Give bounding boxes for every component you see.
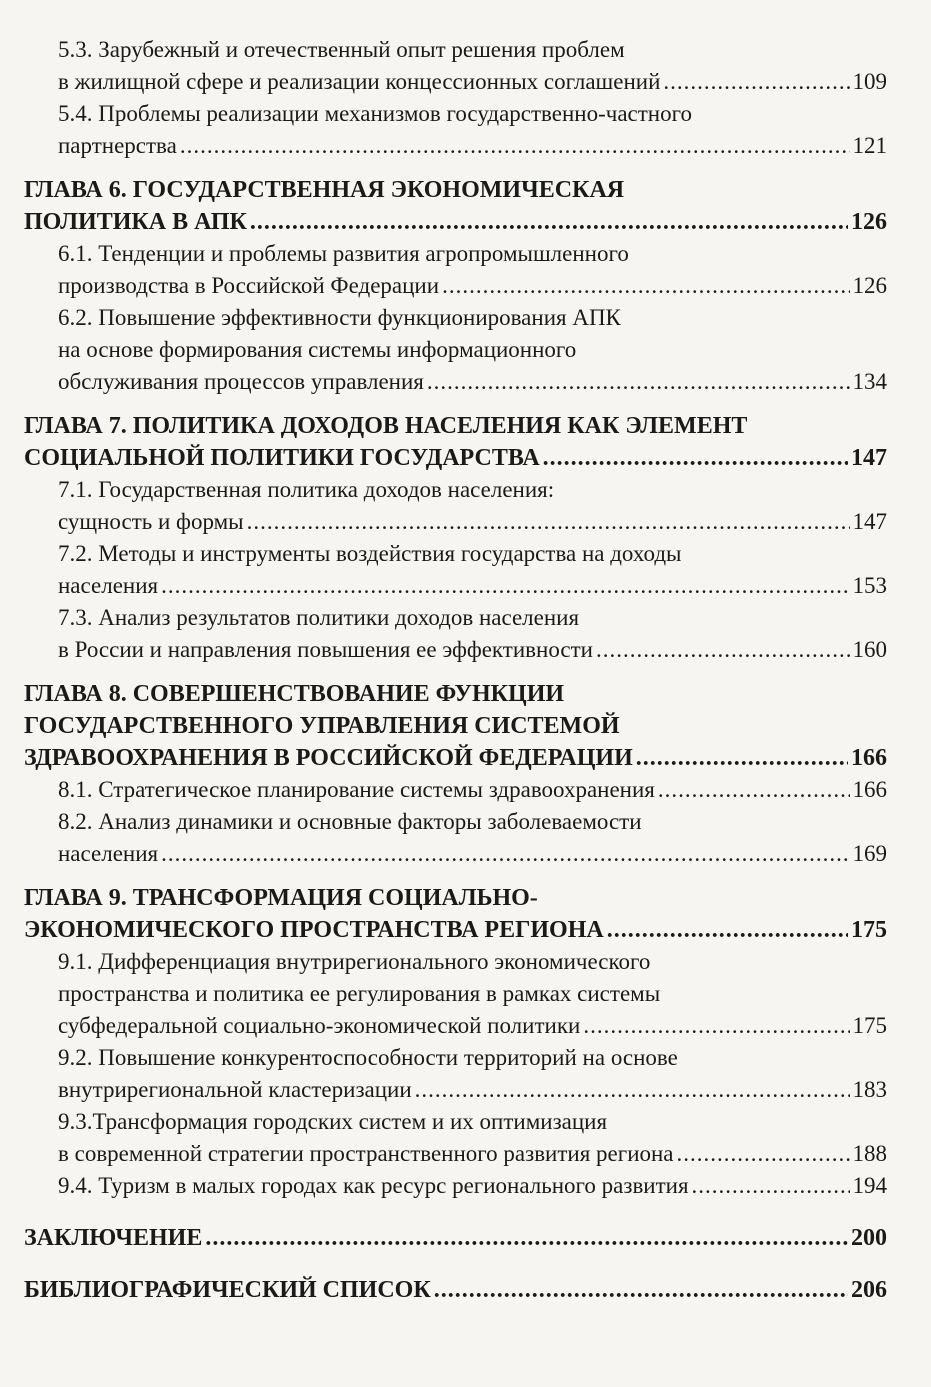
dot-leader <box>636 742 848 774</box>
toc-page-number: 160 <box>852 637 887 662</box>
toc-entry-title-line: субфедеральной социально-экономической политики <box>58 1013 581 1038</box>
dot-leader <box>607 914 848 946</box>
toc-entry-title-line: ГЛАВА 8. СОВЕРШЕНСТВОВАНИЕ ФУНКЦИИ <box>24 681 565 707</box>
toc-page-number: 121 <box>852 133 887 158</box>
toc-page-number: 183 <box>852 1077 887 1102</box>
toc-entry-title-line: 9.4. Туризм в малых городах как ресурс регионального развития <box>58 1173 689 1198</box>
toc-section-entry <box>24 538 887 602</box>
toc-entry-last-line <box>58 1170 887 1202</box>
toc-entry-title-line: 6.1. Тенденции и проблемы развития агропромышленного <box>58 241 629 266</box>
toc-section-entry <box>24 806 887 870</box>
toc-entry-last-line <box>58 366 887 398</box>
toc-section-entry <box>24 238 887 302</box>
toc-entry-title-line: СОЦИАЛЬНОЙ ПОЛИТИКИ ГОСУДАРСТВА <box>24 445 540 471</box>
toc-entry-title-line: 5.3. Зарубежный и отечественный опыт решения проблем <box>58 37 625 62</box>
dot-leader <box>161 570 849 602</box>
toc-page-number: 109 <box>852 69 887 94</box>
toc-entry-title-line: ЗАКЛЮЧЕНИЕ <box>24 1225 203 1251</box>
toc-entry-last-line <box>58 838 887 870</box>
toc-page-number: 188 <box>852 1141 887 1166</box>
dot-leader <box>161 838 849 870</box>
toc-entry-last-line <box>24 442 887 474</box>
toc-entry-title-line: 7.3. Анализ результатов политики доходов населения <box>58 605 580 630</box>
toc-entry-title-line: в современной стратегии пространственного развития региона <box>58 1141 674 1166</box>
toc-entry-title-line: БИБЛИОГРАФИЧЕСКИЙ СПИСОК <box>24 1277 431 1303</box>
toc-entry-title-line: 9.2. Повышение конкурентоспособности территорий на основе <box>58 1045 678 1070</box>
toc-page-number: 175 <box>852 1013 887 1038</box>
toc-entry-last-line <box>58 130 887 162</box>
dot-leader <box>543 442 848 474</box>
toc-chapter-entry <box>24 174 887 238</box>
dot-leader <box>663 66 849 98</box>
toc-entry-title-line: в России и направления повышения ее эффективности <box>58 637 593 662</box>
dot-leader <box>415 1074 850 1106</box>
toc-section-entry <box>24 34 887 98</box>
dot-leader <box>250 206 848 238</box>
toc-page-number: 169 <box>852 841 887 866</box>
dot-leader <box>180 130 850 162</box>
toc-chapter-entry <box>24 410 887 474</box>
toc-entry-title-line: ГЛАВА 6. ГОСУДАРСТВЕННАЯ ЭКОНОМИЧЕСКАЯ <box>24 177 625 203</box>
toc-entry-title-line: партнерства <box>58 133 177 158</box>
toc-section-entry <box>24 1106 887 1170</box>
toc-entry-title-line: ГЛАВА 9. ТРАНСФОРМАЦИЯ СОЦИАЛЬНО- <box>24 885 538 911</box>
toc-page-number: 166 <box>852 777 887 802</box>
dot-leader <box>677 1138 850 1170</box>
toc-entry-title-line: ЗДРАВООХРАНЕНИЯ В РОССИЙСКОЙ ФЕДЕРАЦИИ <box>24 745 633 771</box>
toc-page-number: 147 <box>852 509 887 534</box>
toc-page-number: 175 <box>851 917 887 943</box>
toc-page-number: 126 <box>851 209 887 235</box>
dot-leader <box>427 366 850 398</box>
dot-leader <box>658 774 850 806</box>
toc-page-number: 126 <box>852 273 887 298</box>
toc-entry-title-line: ГЛАВА 7. ПОЛИТИКА ДОХОДОВ НАСЕЛЕНИЯ КАК ЭЛЕМЕНТ <box>24 413 748 439</box>
toc-entry-title-line: 7.2. Методы и инструменты воздействия государства на доходы <box>58 541 682 566</box>
toc-entry-last-line <box>24 206 887 238</box>
dot-leader <box>434 1274 848 1306</box>
toc-section-entry <box>24 1170 887 1202</box>
toc-entry-last-line <box>58 506 887 538</box>
toc-entry-title-line: ГОСУДАРСТВЕННОГО УПРАВЛЕНИЯ СИСТЕМОЙ <box>24 713 620 739</box>
toc-page-number: 153 <box>852 573 887 598</box>
table-of-contents <box>24 34 887 1306</box>
toc-entry-last-line <box>24 1274 887 1306</box>
dot-leader <box>692 1170 850 1202</box>
toc-entry-title-line: ПОЛИТИКА В АПК <box>24 209 247 235</box>
toc-final-entry <box>24 1222 887 1254</box>
toc-entry-last-line <box>58 1074 887 1106</box>
toc-entry-title-line: сущность и формы <box>58 509 244 534</box>
toc-entry-last-line <box>24 914 887 946</box>
toc-page-number: 206 <box>851 1277 887 1303</box>
toc-entry-title-line: внутрирегиональной кластеризации <box>58 1077 412 1102</box>
toc-entry-title-line: на основе формирования системы информационного <box>58 337 577 362</box>
toc-entry-title-line: 7.1. Государственная политика доходов населения: <box>58 477 555 502</box>
toc-entry-last-line <box>58 66 887 98</box>
toc-entry-last-line <box>58 270 887 302</box>
toc-final-entry <box>24 1274 887 1306</box>
toc-entry-title-line: 8.2. Анализ динамики и основные факторы заболеваемости <box>58 809 642 834</box>
toc-entry-title-line: 9.3.Трансформация городских систем и их оптимизация <box>58 1109 608 1134</box>
toc-section-entry <box>24 474 887 538</box>
toc-entry-last-line <box>58 1138 887 1170</box>
dot-leader <box>583 1010 849 1042</box>
toc-page-number: 134 <box>852 369 887 394</box>
toc-chapter-entry <box>24 882 887 946</box>
toc-entry-title-line: 9.1. Дифференциация внутрирегионального экономического <box>58 949 651 974</box>
toc-entry-title-line: производства в Российской Федерации <box>58 273 440 298</box>
toc-page-number: 200 <box>851 1225 887 1251</box>
toc-entry-title-line: пространства и политика ее регулирования в рамках системы <box>58 981 661 1006</box>
toc-entry-title-line: 8.1. Стратегическое планирование системы здравоохранения <box>58 777 655 802</box>
toc-section-entry <box>24 774 887 806</box>
toc-entry-last-line <box>58 634 887 666</box>
toc-entry-last-line <box>24 742 887 774</box>
toc-entry-title-line: 6.2. Повышение эффективности функционирования АПК <box>58 305 621 330</box>
toc-entry-title-line: в жилищной сфере и реализации концессионных соглашений <box>58 69 661 94</box>
toc-page-number: 147 <box>851 445 887 471</box>
dot-leader <box>205 1222 848 1254</box>
dot-leader <box>247 506 850 538</box>
toc-chapter-entry <box>24 678 887 774</box>
toc-entry-last-line <box>58 570 887 602</box>
toc-entry-title-line: 5.4. Проблемы реализации механизмов государственно-частного <box>58 101 692 126</box>
toc-entry-title-line: ЭКОНОМИЧЕСКОГО ПРОСТРАНСТВА РЕГИОНА <box>24 917 604 943</box>
toc-section-entry <box>24 1042 887 1106</box>
toc-entry-title-line: обслуживания процессов управления <box>58 369 424 394</box>
toc-section-entry <box>24 302 887 398</box>
toc-entry-title-line: населения <box>58 841 159 866</box>
toc-entry-last-line <box>58 774 887 806</box>
toc-entry-last-line <box>58 1010 887 1042</box>
toc-entry-title-line: населения <box>58 573 159 598</box>
dot-leader <box>596 634 850 666</box>
toc-page-number: 194 <box>852 1173 887 1198</box>
toc-section-entry <box>24 602 887 666</box>
toc-section-entry <box>24 946 887 1042</box>
toc-section-entry <box>24 98 887 162</box>
toc-page-number: 166 <box>851 745 887 771</box>
dot-leader <box>442 270 849 302</box>
toc-entry-last-line <box>24 1222 887 1254</box>
